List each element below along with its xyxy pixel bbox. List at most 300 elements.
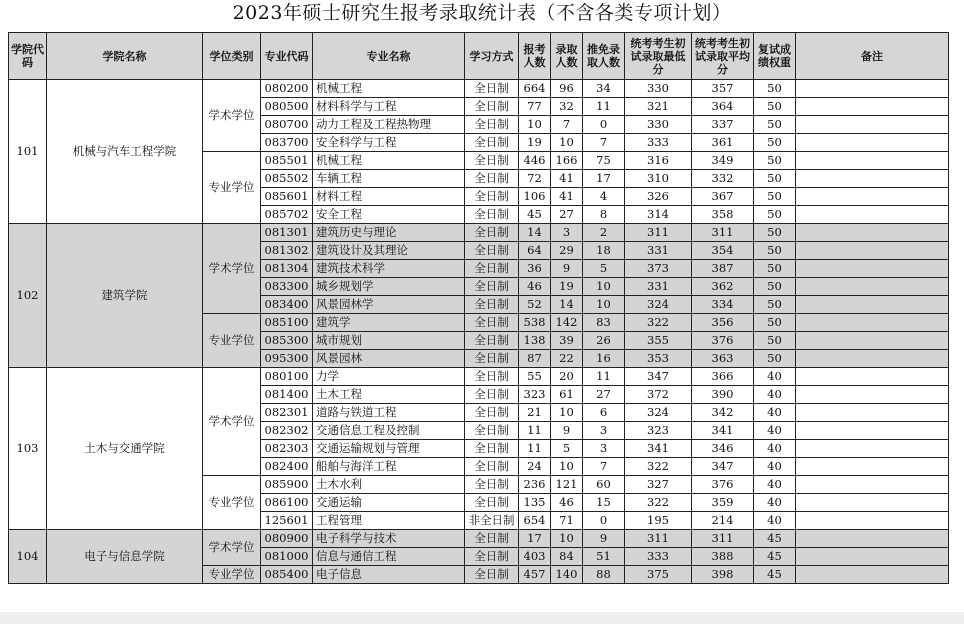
remarks-cell xyxy=(796,152,949,170)
admitted-cell: 10 xyxy=(551,134,583,152)
recommended-cell: 27 xyxy=(583,386,625,404)
major-name-cell: 安全科学与工程 xyxy=(313,134,465,152)
table-row xyxy=(9,224,949,242)
retest-weight-cell: 50 xyxy=(754,152,796,170)
study-mode-cell: 全日制 xyxy=(465,188,519,206)
admitted-cell: 22 xyxy=(551,350,583,368)
header-major-name: 专业名称 xyxy=(313,33,465,80)
header-recommended: 推免录取人数 xyxy=(583,33,625,80)
admitted-cell: 96 xyxy=(551,80,583,98)
major-name-cell: 信息与通信工程 xyxy=(313,548,465,566)
study-mode-cell: 全日制 xyxy=(465,530,519,548)
min-score-cell: 311 xyxy=(625,530,692,548)
remarks-cell xyxy=(796,494,949,512)
avg-score-cell: 361 xyxy=(692,134,754,152)
header-applicants: 报考人数 xyxy=(519,33,551,80)
min-score-cell: 326 xyxy=(625,188,692,206)
page-bottom-strip xyxy=(0,612,964,624)
major-name-cell: 力学 xyxy=(313,368,465,386)
degree-type-cell: 学术学位 xyxy=(203,530,261,566)
remarks-cell xyxy=(796,332,949,350)
major-name-cell: 材料工程 xyxy=(313,188,465,206)
major-code-cell: 082303 xyxy=(261,440,313,458)
enrollment-statistics-table xyxy=(8,32,949,584)
avg-score-cell: 362 xyxy=(692,278,754,296)
min-score-cell: 327 xyxy=(625,476,692,494)
admitted-cell: 166 xyxy=(551,152,583,170)
min-score-cell: 372 xyxy=(625,386,692,404)
college-name-cell: 电子与信息学院 xyxy=(47,530,203,584)
study-mode-cell: 全日制 xyxy=(465,368,519,386)
degree-type-cell: 学术学位 xyxy=(203,224,261,314)
remarks-cell xyxy=(796,440,949,458)
major-code-cell: 095300 xyxy=(261,350,313,368)
avg-score-cell: 390 xyxy=(692,386,754,404)
recommended-cell: 88 xyxy=(583,566,625,584)
college-code-cell: 101 xyxy=(9,80,47,224)
min-score-cell: 322 xyxy=(625,314,692,332)
avg-score-cell: 356 xyxy=(692,314,754,332)
min-score-cell: 324 xyxy=(625,404,692,422)
header-college-name: 学院名称 xyxy=(47,33,203,80)
min-score-cell: 353 xyxy=(625,350,692,368)
major-name-cell: 建筑技术科学 xyxy=(313,260,465,278)
study-mode-cell: 全日制 xyxy=(465,476,519,494)
min-score-cell: 330 xyxy=(625,80,692,98)
admitted-cell: 7 xyxy=(551,116,583,134)
recommended-cell: 10 xyxy=(583,296,625,314)
major-name-cell: 交通信息工程及控制 xyxy=(313,422,465,440)
college-code-cell: 104 xyxy=(9,530,47,584)
admitted-cell: 46 xyxy=(551,494,583,512)
avg-score-cell: 376 xyxy=(692,476,754,494)
avg-score-cell: 376 xyxy=(692,332,754,350)
applicants-cell: 77 xyxy=(519,98,551,116)
applicants-cell: 323 xyxy=(519,386,551,404)
remarks-cell xyxy=(796,512,949,530)
applicants-cell: 10 xyxy=(519,116,551,134)
admitted-cell: 5 xyxy=(551,440,583,458)
remarks-cell xyxy=(796,368,949,386)
header-degree-type: 学位类别 xyxy=(203,33,261,80)
major-name-cell: 风景园林 xyxy=(313,350,465,368)
study-mode-cell: 全日制 xyxy=(465,152,519,170)
recommended-cell: 75 xyxy=(583,152,625,170)
recommended-cell: 83 xyxy=(583,314,625,332)
admitted-cell: 41 xyxy=(551,188,583,206)
major-name-cell: 电子信息 xyxy=(313,566,465,584)
applicants-cell: 403 xyxy=(519,548,551,566)
admitted-cell: 41 xyxy=(551,170,583,188)
study-mode-cell: 全日制 xyxy=(465,494,519,512)
study-mode-cell: 全日制 xyxy=(465,80,519,98)
college-name-cell: 土木与交通学院 xyxy=(47,368,203,530)
avg-score-cell: 346 xyxy=(692,440,754,458)
avg-score-cell: 337 xyxy=(692,116,754,134)
recommended-cell: 7 xyxy=(583,458,625,476)
min-score-cell: 333 xyxy=(625,134,692,152)
study-mode-cell: 全日制 xyxy=(465,332,519,350)
major-code-cell: 081400 xyxy=(261,386,313,404)
applicants-cell: 72 xyxy=(519,170,551,188)
major-name-cell: 城市规划 xyxy=(313,332,465,350)
applicants-cell: 46 xyxy=(519,278,551,296)
avg-score-cell: 342 xyxy=(692,404,754,422)
major-name-cell: 城乡规划学 xyxy=(313,278,465,296)
study-mode-cell: 全日制 xyxy=(465,224,519,242)
remarks-cell xyxy=(796,404,949,422)
study-mode-cell: 全日制 xyxy=(465,458,519,476)
applicants-cell: 664 xyxy=(519,80,551,98)
table-header-row xyxy=(9,33,949,80)
retest-weight-cell: 50 xyxy=(754,260,796,278)
recommended-cell: 0 xyxy=(583,116,625,134)
study-mode-cell: 全日制 xyxy=(465,314,519,332)
avg-score-cell: 214 xyxy=(692,512,754,530)
remarks-cell xyxy=(796,458,949,476)
major-code-cell: 082400 xyxy=(261,458,313,476)
recommended-cell: 51 xyxy=(583,548,625,566)
header-admitted: 录取人数 xyxy=(551,33,583,80)
applicants-cell: 52 xyxy=(519,296,551,314)
avg-score-cell: 349 xyxy=(692,152,754,170)
admitted-cell: 71 xyxy=(551,512,583,530)
min-score-cell: 373 xyxy=(625,260,692,278)
recommended-cell: 3 xyxy=(583,422,625,440)
min-score-cell: 331 xyxy=(625,242,692,260)
retest-weight-cell: 50 xyxy=(754,134,796,152)
study-mode-cell: 全日制 xyxy=(465,260,519,278)
major-code-cell: 085601 xyxy=(261,188,313,206)
min-score-cell: 330 xyxy=(625,116,692,134)
retest-weight-cell: 50 xyxy=(754,188,796,206)
major-name-cell: 交通运输规划与管理 xyxy=(313,440,465,458)
applicants-cell: 106 xyxy=(519,188,551,206)
min-score-cell: 316 xyxy=(625,152,692,170)
remarks-cell xyxy=(796,278,949,296)
document-title: 2023年硕士研究生报考录取统计表（不含各类专项计划） xyxy=(232,2,732,24)
degree-type-cell: 学术学位 xyxy=(203,368,261,476)
remarks-cell xyxy=(796,188,949,206)
header-remarks: 备注 xyxy=(796,33,949,80)
major-code-cell: 085501 xyxy=(261,152,313,170)
remarks-cell xyxy=(796,314,949,332)
admitted-cell: 10 xyxy=(551,458,583,476)
min-score-cell: 341 xyxy=(625,440,692,458)
applicants-cell: 446 xyxy=(519,152,551,170)
major-code-cell: 081000 xyxy=(261,548,313,566)
study-mode-cell: 全日制 xyxy=(465,296,519,314)
major-code-cell: 081301 xyxy=(261,224,313,242)
retest-weight-cell: 40 xyxy=(754,440,796,458)
major-name-cell: 工程管理 xyxy=(313,512,465,530)
remarks-cell xyxy=(796,242,949,260)
avg-score-cell: 398 xyxy=(692,566,754,584)
avg-score-cell: 367 xyxy=(692,188,754,206)
major-code-cell: 085300 xyxy=(261,332,313,350)
recommended-cell: 15 xyxy=(583,494,625,512)
recommended-cell: 6 xyxy=(583,404,625,422)
applicants-cell: 21 xyxy=(519,404,551,422)
min-score-cell: 323 xyxy=(625,422,692,440)
remarks-cell xyxy=(796,80,949,98)
major-code-cell: 086100 xyxy=(261,494,313,512)
major-code-cell: 082301 xyxy=(261,404,313,422)
header-avg-score: 统考考生初试录取平均分 xyxy=(692,33,754,80)
remarks-cell xyxy=(796,350,949,368)
retest-weight-cell: 50 xyxy=(754,116,796,134)
retest-weight-cell: 40 xyxy=(754,458,796,476)
avg-score-cell: 364 xyxy=(692,98,754,116)
avg-score-cell: 311 xyxy=(692,224,754,242)
study-mode-cell: 全日制 xyxy=(465,134,519,152)
min-score-cell: 324 xyxy=(625,296,692,314)
degree-type-cell: 专业学位 xyxy=(203,566,261,584)
retest-weight-cell: 40 xyxy=(754,386,796,404)
college-name-cell: 建筑学院 xyxy=(47,224,203,368)
applicants-cell: 457 xyxy=(519,566,551,584)
remarks-cell xyxy=(796,296,949,314)
applicants-cell: 24 xyxy=(519,458,551,476)
degree-type-cell: 专业学位 xyxy=(203,476,261,530)
admitted-cell: 39 xyxy=(551,332,583,350)
applicants-cell: 17 xyxy=(519,530,551,548)
remarks-cell xyxy=(796,134,949,152)
applicants-cell: 14 xyxy=(519,224,551,242)
min-score-cell: 355 xyxy=(625,332,692,350)
major-name-cell: 交通运输 xyxy=(313,494,465,512)
major-name-cell: 船舶与海洋工程 xyxy=(313,458,465,476)
remarks-cell xyxy=(796,548,949,566)
remarks-cell xyxy=(796,98,949,116)
retest-weight-cell: 50 xyxy=(754,278,796,296)
recommended-cell: 11 xyxy=(583,98,625,116)
min-score-cell: 310 xyxy=(625,170,692,188)
major-code-cell: 085502 xyxy=(261,170,313,188)
header-min-score: 统考考生初试录取最低分 xyxy=(625,33,692,80)
study-mode-cell: 全日制 xyxy=(465,404,519,422)
study-mode-cell: 全日制 xyxy=(465,98,519,116)
remarks-cell xyxy=(796,260,949,278)
avg-score-cell: 366 xyxy=(692,368,754,386)
retest-weight-cell: 40 xyxy=(754,422,796,440)
major-code-cell: 080700 xyxy=(261,116,313,134)
major-name-cell: 电子科学与技术 xyxy=(313,530,465,548)
major-code-cell: 080200 xyxy=(261,80,313,98)
applicants-cell: 138 xyxy=(519,332,551,350)
college-code-cell: 103 xyxy=(9,368,47,530)
retest-weight-cell: 40 xyxy=(754,512,796,530)
remarks-cell xyxy=(796,206,949,224)
remarks-cell xyxy=(796,530,949,548)
degree-type-cell: 专业学位 xyxy=(203,152,261,224)
study-mode-cell: 全日制 xyxy=(465,422,519,440)
admitted-cell: 84 xyxy=(551,548,583,566)
study-mode-cell: 全日制 xyxy=(465,116,519,134)
major-code-cell: 125601 xyxy=(261,512,313,530)
study-mode-cell: 全日制 xyxy=(465,440,519,458)
admitted-cell: 19 xyxy=(551,278,583,296)
applicants-cell: 538 xyxy=(519,314,551,332)
admitted-cell: 14 xyxy=(551,296,583,314)
min-score-cell: 375 xyxy=(625,566,692,584)
admitted-cell: 20 xyxy=(551,368,583,386)
admitted-cell: 142 xyxy=(551,314,583,332)
header-study-mode: 学习方式 xyxy=(465,33,519,80)
recommended-cell: 7 xyxy=(583,134,625,152)
applicants-cell: 11 xyxy=(519,422,551,440)
major-code-cell: 085400 xyxy=(261,566,313,584)
major-name-cell: 机械工程 xyxy=(313,152,465,170)
admitted-cell: 32 xyxy=(551,98,583,116)
retest-weight-cell: 50 xyxy=(754,350,796,368)
major-name-cell: 土木工程 xyxy=(313,386,465,404)
recommended-cell: 17 xyxy=(583,170,625,188)
admitted-cell: 9 xyxy=(551,422,583,440)
retest-weight-cell: 50 xyxy=(754,332,796,350)
retest-weight-cell: 50 xyxy=(754,296,796,314)
applicants-cell: 135 xyxy=(519,494,551,512)
avg-score-cell: 341 xyxy=(692,422,754,440)
remarks-cell xyxy=(796,116,949,134)
applicants-cell: 55 xyxy=(519,368,551,386)
applicants-cell: 87 xyxy=(519,350,551,368)
admitted-cell: 3 xyxy=(551,224,583,242)
avg-score-cell: 347 xyxy=(692,458,754,476)
remarks-cell xyxy=(796,566,949,584)
min-score-cell: 322 xyxy=(625,494,692,512)
min-score-cell: 347 xyxy=(625,368,692,386)
applicants-cell: 654 xyxy=(519,512,551,530)
retest-weight-cell: 40 xyxy=(754,404,796,422)
major-code-cell: 080500 xyxy=(261,98,313,116)
header-major-code: 专业代码 xyxy=(261,33,313,80)
remarks-cell xyxy=(796,170,949,188)
retest-weight-cell: 50 xyxy=(754,314,796,332)
remarks-cell xyxy=(796,476,949,494)
avg-score-cell: 311 xyxy=(692,530,754,548)
retest-weight-cell: 40 xyxy=(754,476,796,494)
avg-score-cell: 358 xyxy=(692,206,754,224)
college-name-cell: 机械与汽车工程学院 xyxy=(47,80,203,224)
avg-score-cell: 332 xyxy=(692,170,754,188)
admitted-cell: 61 xyxy=(551,386,583,404)
applicants-cell: 36 xyxy=(519,260,551,278)
retest-weight-cell: 45 xyxy=(754,548,796,566)
min-score-cell: 195 xyxy=(625,512,692,530)
applicants-cell: 11 xyxy=(519,440,551,458)
admitted-cell: 10 xyxy=(551,404,583,422)
avg-score-cell: 363 xyxy=(692,350,754,368)
min-score-cell: 331 xyxy=(625,278,692,296)
major-code-cell: 081302 xyxy=(261,242,313,260)
min-score-cell: 333 xyxy=(625,548,692,566)
avg-score-cell: 334 xyxy=(692,296,754,314)
degree-type-cell: 专业学位 xyxy=(203,314,261,368)
admitted-cell: 27 xyxy=(551,206,583,224)
major-code-cell: 081304 xyxy=(261,260,313,278)
table-row xyxy=(9,368,949,386)
retest-weight-cell: 50 xyxy=(754,206,796,224)
admitted-cell: 10 xyxy=(551,530,583,548)
recommended-cell: 11 xyxy=(583,368,625,386)
major-code-cell: 080100 xyxy=(261,368,313,386)
study-mode-cell: 全日制 xyxy=(465,350,519,368)
major-code-cell: 083700 xyxy=(261,134,313,152)
admitted-cell: 140 xyxy=(551,566,583,584)
admitted-cell: 121 xyxy=(551,476,583,494)
recommended-cell: 10 xyxy=(583,278,625,296)
retest-weight-cell: 50 xyxy=(754,98,796,116)
study-mode-cell: 全日制 xyxy=(465,206,519,224)
remarks-cell xyxy=(796,386,949,404)
header-college-code: 学院代码 xyxy=(9,33,47,80)
min-score-cell: 314 xyxy=(625,206,692,224)
remarks-cell xyxy=(796,422,949,440)
recommended-cell: 4 xyxy=(583,188,625,206)
recommended-cell: 2 xyxy=(583,224,625,242)
major-name-cell: 材料科学与工程 xyxy=(313,98,465,116)
major-code-cell: 080900 xyxy=(261,530,313,548)
retest-weight-cell: 40 xyxy=(754,494,796,512)
avg-score-cell: 357 xyxy=(692,80,754,98)
avg-score-cell: 359 xyxy=(692,494,754,512)
major-name-cell: 道路与铁道工程 xyxy=(313,404,465,422)
retest-weight-cell: 45 xyxy=(754,566,796,584)
retest-weight-cell: 45 xyxy=(754,530,796,548)
min-score-cell: 322 xyxy=(625,458,692,476)
major-code-cell: 083300 xyxy=(261,278,313,296)
avg-score-cell: 388 xyxy=(692,548,754,566)
study-mode-cell: 全日制 xyxy=(465,548,519,566)
major-code-cell: 082302 xyxy=(261,422,313,440)
recommended-cell: 9 xyxy=(583,530,625,548)
table-body xyxy=(9,80,949,584)
major-name-cell: 车辆工程 xyxy=(313,170,465,188)
recommended-cell: 16 xyxy=(583,350,625,368)
major-name-cell: 建筑历史与理论 xyxy=(313,224,465,242)
retest-weight-cell: 40 xyxy=(754,368,796,386)
remarks-cell xyxy=(796,224,949,242)
avg-score-cell: 354 xyxy=(692,242,754,260)
admitted-cell: 29 xyxy=(551,242,583,260)
min-score-cell: 311 xyxy=(625,224,692,242)
major-name-cell: 土木水利 xyxy=(313,476,465,494)
college-code-cell: 102 xyxy=(9,224,47,368)
table-row xyxy=(9,530,949,548)
retest-weight-cell: 50 xyxy=(754,80,796,98)
table-row xyxy=(9,80,949,98)
min-score-cell: 321 xyxy=(625,98,692,116)
study-mode-cell: 全日制 xyxy=(465,278,519,296)
recommended-cell: 26 xyxy=(583,332,625,350)
avg-score-cell: 387 xyxy=(692,260,754,278)
major-name-cell: 建筑设计及其理论 xyxy=(313,242,465,260)
study-mode-cell: 全日制 xyxy=(465,566,519,584)
degree-type-cell: 学术学位 xyxy=(203,80,261,152)
study-mode-cell: 全日制 xyxy=(465,386,519,404)
recommended-cell: 0 xyxy=(583,512,625,530)
recommended-cell: 60 xyxy=(583,476,625,494)
recommended-cell: 8 xyxy=(583,206,625,224)
recommended-cell: 34 xyxy=(583,80,625,98)
applicants-cell: 45 xyxy=(519,206,551,224)
major-name-cell: 风景园林学 xyxy=(313,296,465,314)
study-mode-cell: 非全日制 xyxy=(465,512,519,530)
recommended-cell: 18 xyxy=(583,242,625,260)
study-mode-cell: 全日制 xyxy=(465,170,519,188)
major-name-cell: 动力工程及工程热物理 xyxy=(313,116,465,134)
